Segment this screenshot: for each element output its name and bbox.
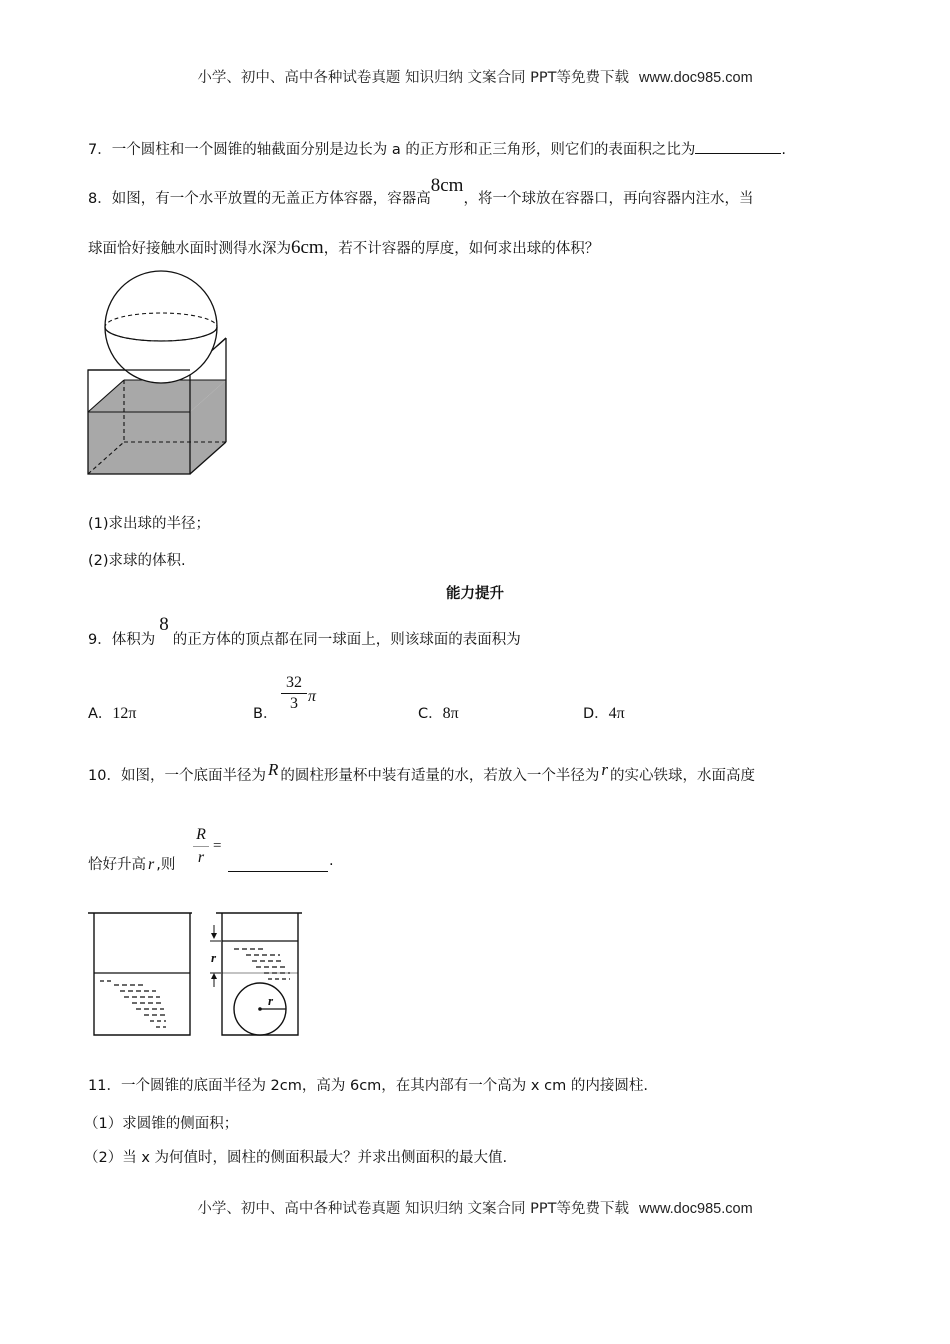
q8-sub1: (1)求出球的半径； [88, 516, 211, 532]
option-d-label: D． [583, 706, 609, 722]
q10-r-2: r [148, 856, 155, 873]
option-b-pi: π [308, 688, 317, 705]
header-text: 小学、初中、高中各种试卷真题 知识归纳 文案合同 PPT等免费下载 [197, 70, 630, 86]
dimension-label-r: r [211, 950, 217, 965]
page-footer [0, 1197, 950, 1218]
question-7: 7．一个圆柱和一个圆锥的轴截面分别是边长为 a 的正方形和正三角形，则它们的表面积之比为 . [88, 138, 786, 159]
footer-text: 小学、初中、高中各种试卷真题 知识归纳 文案合同 PPT等免费下载 [197, 1201, 630, 1217]
question-10-line1 [88, 760, 755, 785]
left-water-dashes [100, 981, 166, 1027]
q8-height: 8cm [430, 175, 464, 196]
q10-line1-c: 的实心铁球，水面高度 [609, 768, 755, 784]
beakers-figure [84, 905, 324, 1040]
q10-equals: = [213, 838, 222, 854]
option-a-value: 12π [112, 705, 137, 722]
option-c-label: C． [418, 706, 443, 722]
q10-line2-b: ,则 [156, 857, 176, 873]
q7-answer-blank [695, 139, 781, 154]
q10-r: r [601, 760, 608, 779]
q9-text-a: 9．体积为 [88, 632, 156, 648]
q7-text: 7．一个圆柱和一个圆锥的轴截面分别是边长为 a 的正方形和正三角形，则它们的表面积之比为 [88, 142, 696, 158]
question-8-line1 [88, 175, 754, 209]
q10-period: . [329, 853, 334, 869]
q8-depth: 6cm [291, 237, 324, 258]
sphere-cube-figure [84, 270, 244, 480]
option-d-value: 4π [608, 705, 625, 722]
fraction-numerator: 32 [286, 674, 302, 691]
q11-sub2: （2）当 x 为何值时，圆柱的侧面积最大？并求出侧面积的最大值. [84, 1150, 508, 1166]
section-title: 能力提升 [446, 586, 504, 602]
q9-option-a[interactable] [88, 702, 137, 723]
q9-option-b[interactable] [253, 702, 277, 723]
q10-fraction [193, 826, 209, 867]
fraction-denominator: r [197, 849, 205, 866]
q9-option-c[interactable] [418, 702, 459, 723]
q9-option-b-fraction [281, 674, 307, 713]
q10-line2-a: 恰好升高 [88, 857, 146, 873]
q11-sub1: （1）求圆锥的侧面积； [84, 1116, 239, 1132]
q9-option-d[interactable] [583, 702, 625, 723]
q9-volume: 8 [159, 614, 169, 635]
option-a-label: A． [88, 706, 113, 722]
q8-sub2: (2)求球的体积. [88, 553, 186, 569]
q10-answer-blank [228, 858, 328, 872]
question-8-line2 [88, 237, 599, 259]
option-c-value: 8π [442, 705, 459, 722]
fraction-denominator: 3 [290, 695, 298, 712]
fraction-bar [193, 846, 209, 847]
ball-radius-label: r [268, 993, 274, 1008]
question-9 [88, 614, 521, 650]
q10-line1-a: 10．如图，一个底面半径为 [88, 768, 266, 784]
q8-line2-a: 球面恰好接触水面时测得水深为 [88, 241, 291, 257]
q8-line1-a: 8．如图，有一个水平放置的无盖正方体容器，容器高 [88, 191, 431, 207]
question-10-line2 [88, 853, 175, 874]
q8-line2-b: ，若不计容器的厚度，如何求出球的体积？ [323, 241, 600, 257]
q10-line1-b: 的圆柱形量杯中装有适量的水，若放入一个半径为 [280, 768, 600, 784]
header-url[interactable]: www.doc985.com [639, 70, 753, 86]
q10-R: R [267, 760, 279, 779]
page-header [0, 66, 950, 87]
option-b-label: B． [253, 706, 278, 722]
right-water-dashes [234, 949, 290, 979]
fraction-bar [281, 693, 307, 694]
fraction-numerator: R [196, 826, 206, 843]
q9-text-b: 的正方体的顶点都在同一球面上，则该球面的表面积为 [172, 632, 521, 648]
footer-url[interactable]: www.doc985.com [639, 1201, 753, 1217]
q8-line1-b: ，将一个球放在容器口，再向容器内注水，当 [463, 191, 754, 207]
question-11: 11．一个圆锥的底面半径为 2cm，高为 6cm，在其内部有一个高为 x cm 的内接圆柱. [88, 1078, 648, 1094]
